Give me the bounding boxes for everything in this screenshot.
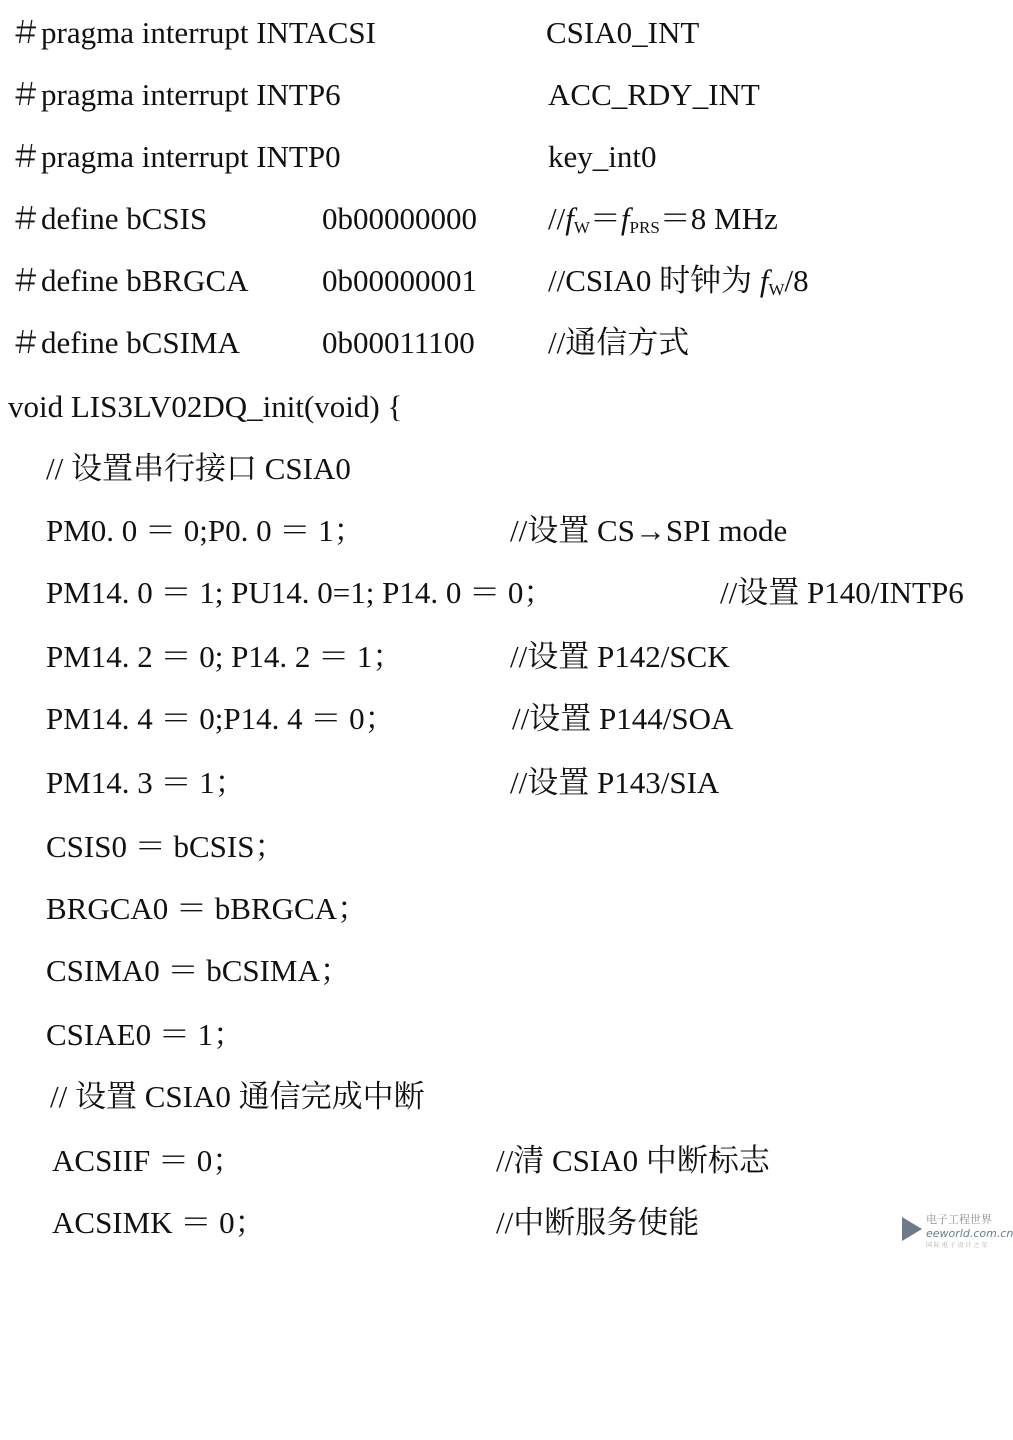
code-comment: CSIA0_INT — [546, 15, 700, 50]
code-text: ACSIIF ＝ 0； — [52, 1143, 244, 1178]
code-line — [0, 878, 1004, 940]
eeworld-watermark — [902, 1213, 1013, 1249]
code-comment: //设置 CS→SPI mode — [510, 513, 788, 548]
code-comment: //中断服务使能 — [496, 1205, 700, 1240]
code-line — [0, 2, 1004, 64]
code-text: ＃define bCSIMA — [10, 325, 240, 360]
code-comment: //通信方式 — [548, 325, 690, 360]
code-value: 0b00000001 — [322, 263, 477, 298]
code-line — [0, 250, 1004, 312]
code-line — [0, 1130, 1004, 1192]
code-line — [0, 752, 1004, 814]
code-text: PM14. 0 ＝ 1; PU14. 0=1; P14. 0 ＝ 0； — [46, 575, 555, 610]
code-comment: //CSIA0 时钟为 $f_W/8$ — [548, 263, 809, 299]
code-comment: //设置 P143/SIA — [510, 765, 720, 800]
code-comment: $//f_W=f_{PRS}=8$ MHz — [548, 201, 778, 237]
code-comment: // 设置 CSIA0 通信完成中断 — [50, 1079, 425, 1114]
code-comment: //设置 P140/INTP6 — [720, 575, 964, 610]
code-comment: // 设置串行接口 CSIA0 — [46, 451, 351, 486]
code-text: ＃pragma interrupt INTACSI — [10, 15, 376, 50]
code-line — [0, 1066, 1004, 1128]
code-comment: key_int0 — [548, 139, 657, 174]
code-value: 0b00000000 — [322, 201, 477, 236]
code-line — [0, 126, 1004, 188]
code-comment: //设置 P144/SOA — [512, 701, 734, 736]
code-text: CSIAE0 ＝ 1； — [46, 1017, 245, 1052]
code-line — [0, 376, 1004, 438]
code-line — [0, 562, 1004, 624]
watermark-slogan: 国 际 电 子 设 计 之 星 — [926, 1242, 988, 1249]
code-comment: ACC_RDY_INT — [548, 77, 760, 112]
code-line — [0, 688, 1004, 750]
code-text: PM14. 2 ＝ 0; P14. 2 ＝ 1； — [46, 639, 404, 674]
watermark-site-name: 电子工程世界 — [926, 1213, 992, 1226]
code-text: CSIMA0 ＝ bCSIMA； — [46, 953, 351, 988]
code-text: ＃pragma interrupt INTP6 — [10, 77, 341, 112]
code-text: ＃pragma interrupt INTP0 — [10, 139, 341, 174]
code-text: PM14. 3 ＝ 1； — [46, 765, 246, 800]
code-line — [0, 438, 1004, 500]
code-line — [0, 1192, 1004, 1254]
code-line — [0, 1004, 1004, 1066]
watermark-site-url: eeworld.com.cn — [926, 1227, 1013, 1240]
code-text: BRGCA0 ＝ bBRGCA； — [46, 891, 369, 926]
code-text: ＃define bBRGCA — [10, 263, 249, 298]
eeworld-logo-icon — [902, 1217, 922, 1241]
code-line — [0, 626, 1004, 688]
code-line — [0, 500, 1004, 562]
code-line — [0, 312, 1004, 374]
code-comment: //设置 P142/SCK — [510, 639, 730, 674]
code-text: ACSIMK ＝ 0； — [52, 1205, 266, 1240]
code-text: ＃define bCSIS — [10, 201, 208, 236]
code-line — [0, 64, 1004, 126]
code-text: CSIS0 ＝ bCSIS； — [46, 829, 286, 864]
code-line — [0, 816, 1004, 878]
code-text: PM14. 4 ＝ 0;P14. 4 ＝ 0； — [46, 701, 396, 736]
code-line — [0, 188, 1004, 250]
code-value: 0b00011100 — [322, 325, 475, 360]
code-line — [0, 940, 1004, 1002]
code-text: PM0. 0 ＝ 0;P0. 0 ＝ 1； — [46, 513, 365, 548]
code-comment: //清 CSIA0 中断标志 — [496, 1143, 770, 1178]
code-text: void LIS3LV02DQ_init(void) { — [8, 389, 403, 424]
